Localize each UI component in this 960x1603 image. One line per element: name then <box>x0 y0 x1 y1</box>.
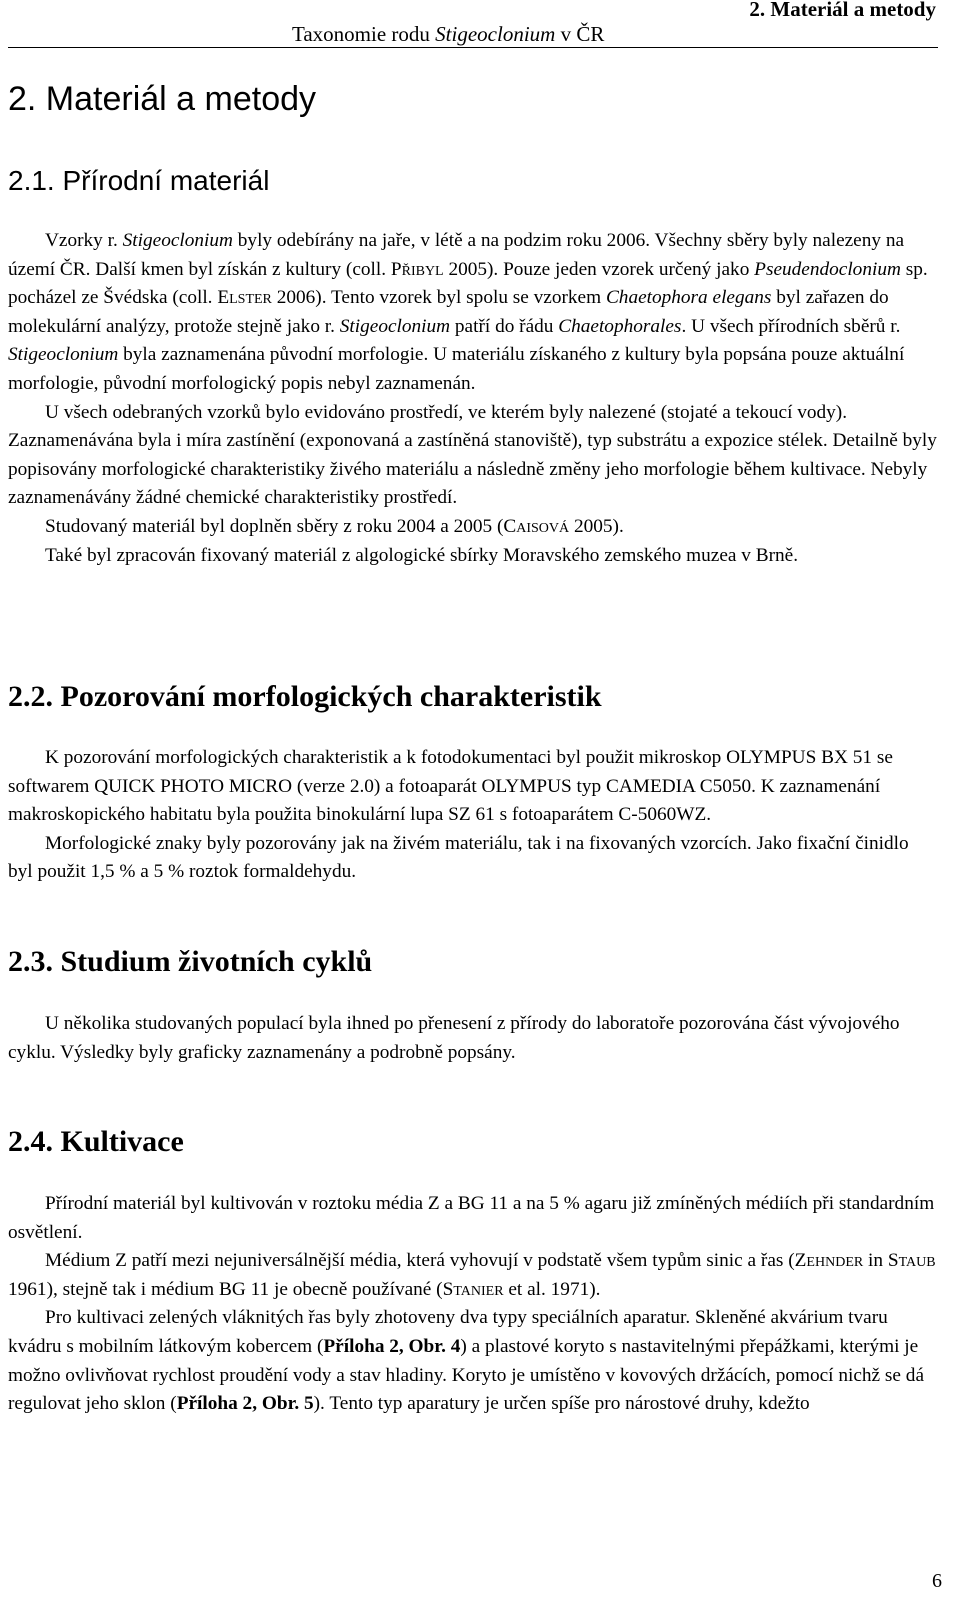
section-heading-2-4: 2.4. Kultivace <box>8 1125 184 1158</box>
paragraph: Také byl zpracován fixovaný materiál z algologické sbírky Moravského zemského muzea v Brně. <box>45 544 799 566</box>
paragraph: Vzorky r. Stigeoclonium byly odebírány na jaře, v létě a na podzim roku 2006. Všechny sběry byly nalezeny na území ČR. Další kmen byl získán z kultury (coll. Přibyl 2005). Pouze jeden vzorek určený jako Pseudendoclonium sp. pocházel ze Švédska (coll. Elster 2006). Tento vzorek byl spolu se vzorkem Chaetophora elegans byl zařazen do molekulární analýzy, protože stejně jako r. Stigeoclonium patří do řádu Chaetophorales. U všech přírodních sběrů r. Stigeoclonium byla zaznamenána původní morfologie. U materiálu získaného z kultury byla popsána pouze aktuální morfologie, původní morfologický popis nebyl zaznamenán. <box>8 230 928 394</box>
paragraph: Pro kultivaci zelených vláknitých řas byly zhotoveny dva typy speciálních aparatur. Skleněné akvárium tvaru kvádru s mobilním látkovým kobercem (Příloha 2, Obr. 4) a plastové koryto s nastavitelnými přepážkami, kterými je možno ovlivňovat rychlost proudění vody a stav hladiny. Koryto je umístěno v kovových držácích, pomocí nichž se dá regulovat jeho sklon (Příloha 2, Obr. 5). Tento typ aparatury je určen spíše pro nárostové druhy, kdežto <box>8 1307 925 1415</box>
header-title-genus: Stigeoclonium <box>435 22 556 46</box>
paragraph: Přírodní materiál byl kultivován v roztoku média Z a BG 11 a na 5 % agaru již zmíněných médiích při standardním osvětlení. <box>8 1193 935 1243</box>
section-heading-2-2: 2.2. Pozorování morfologických charakteristik <box>8 680 602 713</box>
section-2-3-body <box>8 1010 938 1067</box>
paragraph: Morfologické znaky byly pozorovány jak na živém materiálu, tak i na fixovaných vzorcích. Jako fixační činidlo byl použit 1,5 % a 5 % roztok formaldehydu. <box>8 832 909 883</box>
section-heading-2-3: 2.3. Studium životních cyklů <box>8 945 373 978</box>
section-2-2-body <box>8 744 938 887</box>
header-chapter: 2. Materiál a metody <box>749 0 936 21</box>
paragraph: Studovaný materiál byl doplněn sběry z roku 2004 a 2005 (Caisová 2005). <box>45 515 624 537</box>
paragraph: Médium Z patří mezi nejuniversálnější média, která vyhovují v podstatě všem typům sinic a řas (Zehnder in Staub 1961), stejně tak i médium BG 11 je obecně používané (Stanier et al. 1971). <box>8 1250 936 1300</box>
header-title-suffix: v ČR <box>555 22 605 46</box>
section-2-4-body <box>8 1190 938 1419</box>
paragraph: K pozorování morfologických charakteristik a k fotodokumentaci byl použit mikroskop OLYMPUS BX 51 se softwarem QUICK PHOTO MICRO (verze 2.0) a fotoaparát OLYMPUS typ CAMEDIA C5050. K zaznamenání makroskopického habitatu byla použita binokulární lupa SZ 61 s fotoaparátem C-5060WZ. <box>8 747 893 826</box>
section-2-1-body <box>8 227 938 570</box>
page-number: 6 <box>932 1570 942 1592</box>
section-heading-2-1: 2.1. Přírodní materiál <box>8 165 270 196</box>
header-rule <box>8 47 938 48</box>
chapter-heading: 2. Materiál a metody <box>8 80 317 118</box>
paragraph: U několika studovaných populací byla ihned po přenesení z přírody do laboratoře pozorována část vývojového cyklu. Výsledky byly graficky zaznamenány a podrobně popsány. <box>8 1013 900 1063</box>
header-running-title <box>292 22 604 47</box>
paragraph: U všech odebraných vzorků bylo evidováno prostředí, ve kterém byly nalezené (stojaté a tekoucí vody). Zaznamenávána byla i míra zastínění (exponovaná a zastíněná stanoviště), typ substrátu a expozice stélek. Detailně byly popisovány morfologické charakteristiky živého materiálu a následně změny jeho morfologie během kultivace. Nebyly zaznamenávány žádné chemické charakteristiky prostředí. <box>8 401 937 509</box>
header-title-text: Taxonomie rodu <box>292 22 436 46</box>
